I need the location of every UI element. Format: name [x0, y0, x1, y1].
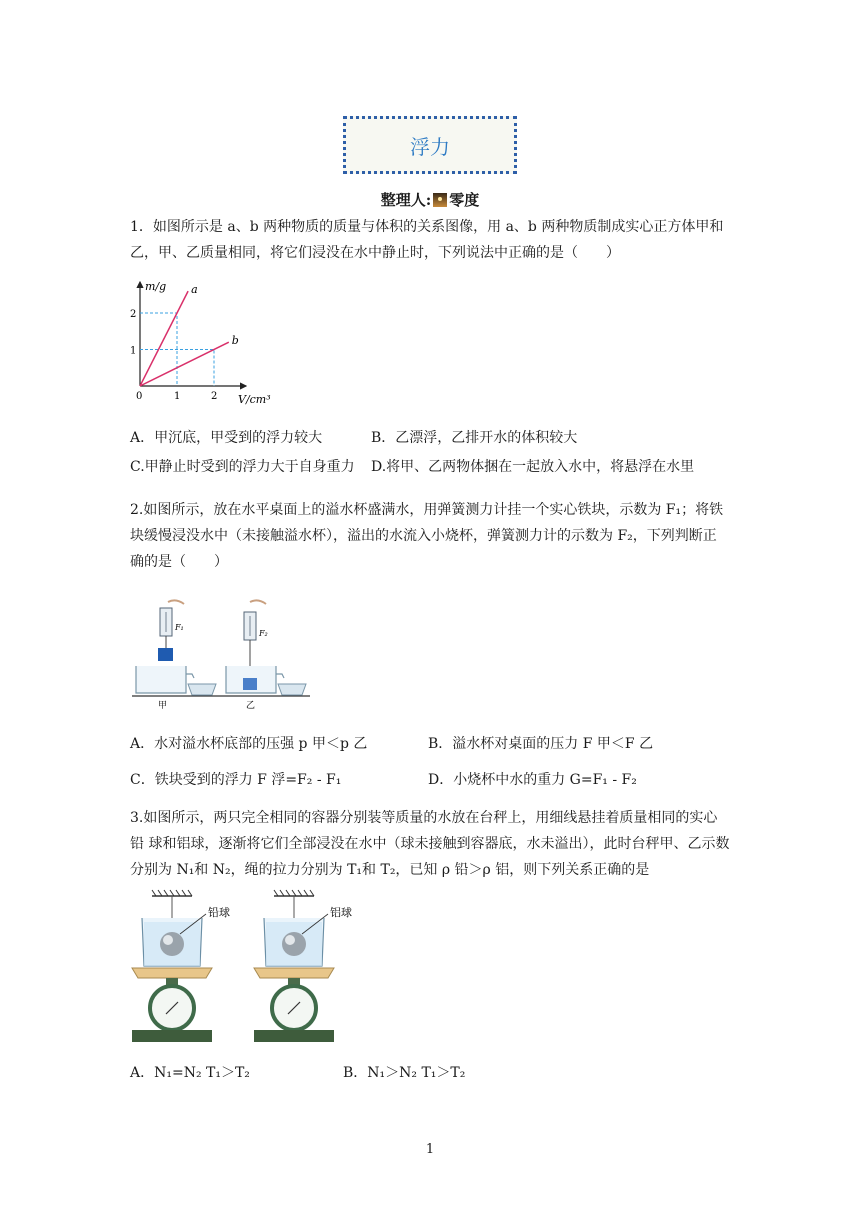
series-label-a: a [191, 283, 198, 297]
q1-option-b: B．乙漂浮，乙排开水的体积较大 [371, 430, 578, 446]
title-box [343, 116, 517, 174]
small-beaker-right [278, 684, 306, 695]
series-label-b: b [231, 334, 239, 348]
x-tick-1: 1 [174, 391, 181, 402]
question-3-text: 3.如图所示，两只完全相同的容器分别装等质量的水放在台秤上，用细线悬挂着质量相同的实心铅 球和铝球，逐渐将它们全部浸没在水中（球未接触到容器底，水未溢出），此时台秤甲、乙示数分别为 N₁和 N₂，绳的拉力分别为 T₁和 T₂，已知 ρ 铅＞ρ 铝，则下列关系正确的是 [130, 810, 730, 878]
question-1-text: 1．如图所示是 a、b 两种物质的质量与体积的关系图像，用 a、b 两种物质制成实心正方体甲和乙，甲、乙质量相同，将它们浸没在水中静止时，下列说法中正确的是（ ） [130, 219, 724, 261]
label-yi: 乙 [246, 701, 256, 710]
x-axis-label: V/cm³ [238, 393, 271, 406]
question-2-text: 2.如图所示，放在水平桌面上的溢水杯盛满水，用弹簧测力计挂一个实心铁块，示数为 F₁；将铁块缓慢浸没水中（未接触溢水杯），溢出的水流入小烧杯，弹簧测力计的示数为 F₂，下列判断正确的是（ ） [130, 502, 724, 570]
q3-option-b: B．N₁＞N₂ T₁＞T₂ [343, 1065, 466, 1081]
scale-left [132, 890, 230, 1042]
q1-option-d: D.将甲、乙两物体捆在一起放入水中，将悬浮在水里 [371, 459, 695, 475]
hand-right [250, 600, 266, 604]
guide-lines [140, 313, 214, 386]
q3-option-a: A．N₁=N₂ T₁＞T₂ [130, 1065, 250, 1081]
label-f1: F₁ [175, 623, 184, 632]
label-jia: 甲 [158, 701, 168, 710]
sunset-icon [433, 193, 447, 207]
q2-option-b: B．溢水杯对桌面的压力 F 甲＜F 乙 [428, 736, 654, 752]
q1-option-a: A．甲沉底，甲受到的浮力较大 [130, 430, 323, 446]
scale-balls-figure [128, 886, 378, 1046]
chart-series [140, 283, 239, 386]
tick-labels [130, 309, 217, 402]
x-tick-2: 2 [211, 391, 218, 402]
q1-option-c: C.甲静止时受到的浮力大于自身重力 [130, 459, 355, 475]
overflow-cup-left [136, 666, 186, 693]
iron-block-left [158, 648, 173, 661]
y-axis-label: m/g [145, 280, 167, 293]
x-tick-0: 0 [136, 391, 143, 402]
label-lead-ball: 铅球 [208, 906, 230, 919]
overflow-cup-figure [128, 598, 313, 710]
series-line-a [140, 291, 188, 386]
q2-option-d: D．小烧杯中水的重力 G=F₁ - F₂ [428, 772, 637, 788]
page-title: 浮力 [410, 134, 450, 159]
y-tick-2: 2 [130, 309, 137, 320]
author-line [0, 189, 860, 210]
scale-right [254, 890, 352, 1042]
hand-left [168, 600, 184, 604]
iron-block-right [243, 678, 257, 690]
q2-option-c: C．铁块受到的浮力 F 浮=F₂ - F₁ [130, 772, 342, 788]
q2-option-a: A．水对溢水杯底部的压强 p 甲＜p 乙 [130, 736, 368, 752]
label-aluminum-ball: 铝球 [330, 906, 352, 919]
lead-ball [160, 932, 184, 956]
series-line-b [140, 342, 229, 386]
mass-volume-chart [128, 276, 278, 408]
small-beaker-left [188, 684, 216, 695]
y-tick-1: 1 [130, 345, 137, 357]
label-f2: F₂ [259, 629, 268, 638]
author-name: 零度 [449, 191, 480, 209]
aluminum-ball [282, 932, 306, 956]
author-prefix: 整理人: [380, 191, 432, 209]
page-number: 1 [425, 1142, 435, 1157]
